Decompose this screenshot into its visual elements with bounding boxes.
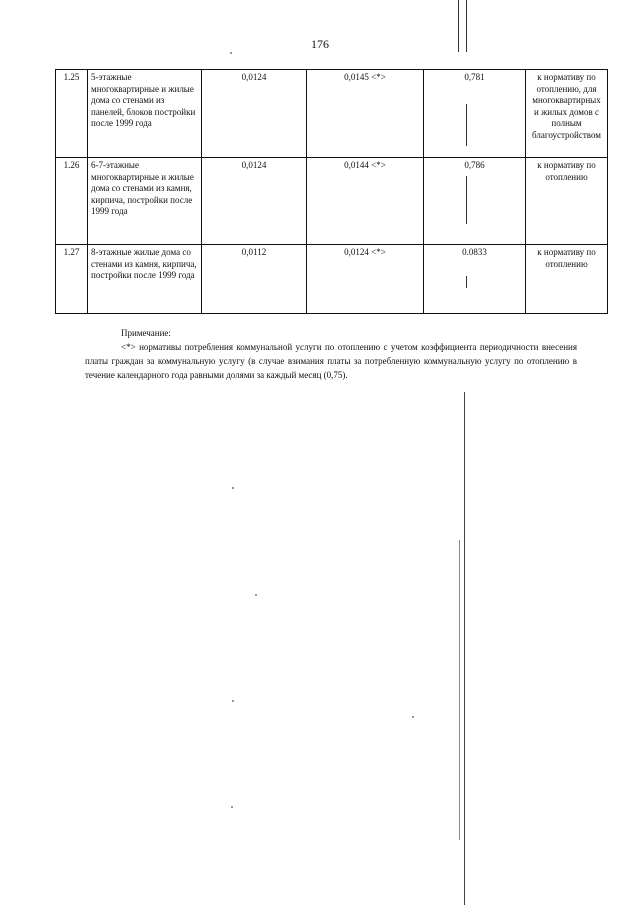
row-value-3: 0,781 — [424, 70, 526, 158]
row-note: к нормативу по отоплению, для многоквартирных и жилых домов с полным благоустройством — [526, 70, 608, 158]
row-value-1: 0,0124 — [202, 70, 307, 158]
row-description: 8-этажные жилые дома со стенами из камня, кирпича, постройки после 1999 года — [88, 245, 202, 314]
row-value-3: 0,786 — [424, 158, 526, 245]
scan-artifact-line — [464, 392, 465, 905]
norms-table — [55, 69, 608, 314]
row-number: 1.26 — [56, 158, 88, 245]
row-description: 5-этажные многоквартирные и жилые дома со стенами из панелей, блоков постройки после 1999 года — [88, 70, 202, 158]
footnote — [85, 326, 577, 382]
row-value-3: 0.0833 — [424, 245, 526, 314]
row-value-2: 0,0145 <*> — [307, 70, 424, 158]
row-description: 6-7-этажные многоквартирные и жилые дома со стенами из камня, кирпича, постройки после 1999 года — [88, 158, 202, 245]
row-note: к нормативу по отоплению — [526, 245, 608, 314]
scan-artifact-line — [466, 104, 467, 146]
footnote-title: Примечание: — [121, 328, 171, 338]
scan-artifact-line — [458, 0, 459, 52]
row-note: к нормативу по отоплению — [526, 158, 608, 245]
scan-speck — [230, 52, 232, 54]
scan-speck — [232, 487, 234, 489]
scan-speck — [412, 716, 414, 718]
row-value-2: 0,0144 <*> — [307, 158, 424, 245]
row-number: 1.25 — [56, 70, 88, 158]
row-number: 1.27 — [56, 245, 88, 314]
scan-speck — [232, 700, 234, 702]
footnote-text: <*> нормативы потребления коммунальной услуги по отоплению с учетом коэффициента периодичности внесения платы граждан за коммунальную услугу (в случае взимания платы за потребленную коммунальную услугу по отоплению в течение календарного года равными долями за каждый месяц (0,75). — [85, 342, 577, 380]
row-value-1: 0,0124 — [202, 158, 307, 245]
scan-artifact-line — [459, 540, 460, 840]
scan-artifact-line — [466, 176, 467, 224]
scan-artifact-line — [466, 0, 467, 52]
scan-speck — [255, 594, 257, 596]
table-row — [56, 245, 608, 314]
scan-artifact-line — [466, 276, 467, 288]
row-value-1: 0,0112 — [202, 245, 307, 314]
table-row — [56, 70, 608, 158]
row-value-2: 0,0124 <*> — [307, 245, 424, 314]
table-row — [56, 158, 608, 245]
scan-speck — [231, 806, 233, 808]
page-number: 176 — [311, 37, 329, 51]
